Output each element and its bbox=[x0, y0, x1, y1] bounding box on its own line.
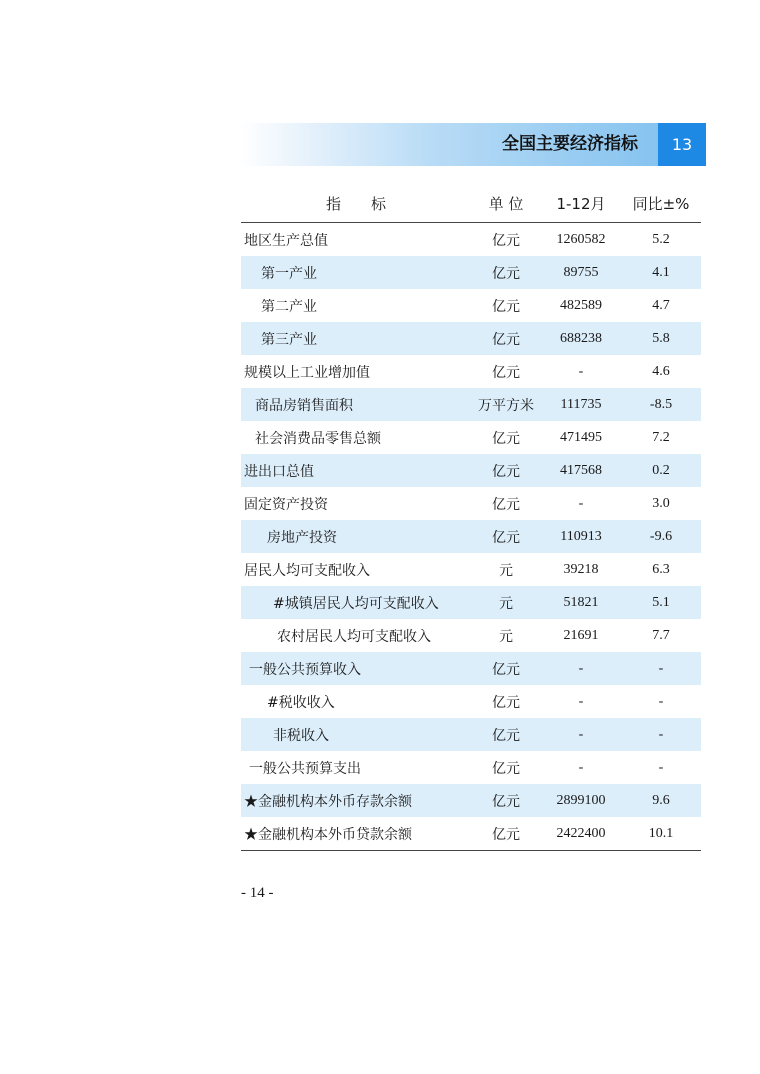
indicator-yoy: - bbox=[658, 693, 664, 709]
indicator-name: 一般公共预算收入 bbox=[241, 652, 471, 685]
indicator-yoy: 4.1 bbox=[621, 256, 701, 289]
indicator-name: 第二产业 bbox=[261, 298, 317, 315]
indicator-value: 688238 bbox=[541, 322, 621, 355]
indicator-value: 482589 bbox=[560, 297, 602, 313]
indicator-yoy: 7.7 bbox=[652, 627, 670, 643]
table-row bbox=[241, 421, 701, 454]
table-row bbox=[241, 520, 701, 553]
indicator-unit: 亿元 bbox=[471, 817, 541, 851]
table-row bbox=[241, 586, 701, 619]
table-row bbox=[241, 619, 701, 652]
indicator-value: 51821 bbox=[541, 586, 621, 619]
indicator-yoy: 5.8 bbox=[621, 322, 701, 355]
table-row bbox=[241, 223, 701, 257]
indicator-name: 第三产业 bbox=[241, 322, 471, 355]
indicator-yoy: 4.6 bbox=[652, 363, 670, 379]
table-row bbox=[241, 817, 701, 851]
indicator-name: 进出口总值 bbox=[241, 454, 471, 487]
page-number: - 14 - bbox=[241, 885, 274, 901]
section-title: 全国主要经济指标 bbox=[502, 134, 638, 154]
indicator-unit: 亿元 bbox=[492, 496, 520, 513]
indicator-unit: 元 bbox=[499, 562, 513, 579]
indicator-unit: 亿元 bbox=[492, 298, 520, 315]
indicator-unit: 亿元 bbox=[471, 718, 541, 751]
indicator-yoy: 6.3 bbox=[652, 561, 670, 577]
indicator-name: 一般公共预算支出 bbox=[249, 760, 361, 777]
indicator-unit: 亿元 bbox=[471, 652, 541, 685]
indicator-unit: 亿元 bbox=[492, 430, 520, 447]
table-row bbox=[241, 718, 701, 751]
section-banner bbox=[240, 123, 658, 166]
indicator-name: 第一产业 bbox=[241, 256, 471, 289]
indicator-value: 1260582 bbox=[556, 231, 606, 247]
indicator-yoy: 5.2 bbox=[652, 231, 670, 247]
indicator-unit: 亿元 bbox=[492, 694, 520, 711]
indicator-unit: 亿元 bbox=[492, 760, 520, 777]
table-row bbox=[241, 685, 701, 718]
indicator-yoy: 5.1 bbox=[621, 586, 701, 619]
indicator-unit: 元 bbox=[499, 628, 513, 645]
table-row bbox=[241, 652, 701, 685]
indicator-name: 商品房销售面积 bbox=[241, 388, 471, 421]
indicator-name: 固定资产投资 bbox=[244, 496, 328, 513]
indicator-value: 111735 bbox=[541, 388, 621, 421]
indicator-unit: 亿元 bbox=[471, 520, 541, 553]
indicator-unit: 万平方米 bbox=[471, 388, 541, 421]
indicator-name: 农村居民人均可支配收入 bbox=[277, 628, 431, 645]
indicator-value: 2422400 bbox=[541, 817, 621, 851]
column-header-period: 1-12月 bbox=[541, 184, 621, 223]
indicator-unit: 亿元 bbox=[471, 784, 541, 817]
indicator-value: 471495 bbox=[560, 429, 602, 445]
indicator-name: 规模以上工业增加值 bbox=[244, 364, 370, 381]
indicator-yoy: -9.6 bbox=[621, 520, 701, 553]
indicator-value: 417568 bbox=[541, 454, 621, 487]
indicator-yoy: - bbox=[658, 759, 664, 775]
table-row bbox=[241, 322, 701, 355]
table-header-row bbox=[241, 184, 701, 223]
indicator-value: - bbox=[578, 693, 584, 709]
table-row bbox=[241, 784, 701, 817]
indicator-unit: 亿元 bbox=[471, 454, 541, 487]
indicator-name: 社会消费品零售总额 bbox=[255, 430, 381, 447]
table-row bbox=[241, 454, 701, 487]
indicator-unit: 亿元 bbox=[471, 322, 541, 355]
indicator-name: ★金融机构本外币存款余额 bbox=[241, 784, 471, 817]
indicator-yoy: 3.0 bbox=[652, 495, 670, 511]
indicator-name: 地区生产总值 bbox=[244, 232, 328, 249]
indicator-value: 2899100 bbox=[541, 784, 621, 817]
indicator-name: #税收收入 bbox=[267, 694, 335, 711]
section-page-badge: 13 bbox=[658, 123, 706, 166]
indicator-value: - bbox=[541, 718, 621, 751]
indicator-value: 89755 bbox=[541, 256, 621, 289]
table-row bbox=[241, 388, 701, 421]
indicator-yoy: 10.1 bbox=[621, 817, 701, 851]
indicator-value: - bbox=[578, 759, 584, 775]
indicator-value: 110913 bbox=[541, 520, 621, 553]
table-row bbox=[241, 289, 701, 322]
indicator-name: 非税收入 bbox=[241, 718, 471, 751]
indicator-name: 房地产投资 bbox=[241, 520, 471, 553]
indicator-name: 居民人均可支配收入 bbox=[244, 562, 370, 579]
column-header-indicator: 指 标 bbox=[241, 184, 471, 223]
table-row bbox=[241, 553, 701, 586]
indicator-yoy: - bbox=[621, 718, 701, 751]
indicator-yoy: 9.6 bbox=[621, 784, 701, 817]
indicator-yoy: 0.2 bbox=[621, 454, 701, 487]
indicator-yoy: 7.2 bbox=[652, 429, 670, 445]
indicators-table bbox=[241, 184, 701, 851]
column-header-yoy: 同比±% bbox=[621, 184, 701, 223]
indicator-name: #城镇居民人均可支配收入 bbox=[241, 586, 471, 619]
indicator-value: 21691 bbox=[563, 627, 599, 643]
indicator-value: - bbox=[541, 652, 621, 685]
table-row bbox=[241, 751, 701, 784]
indicator-unit: 亿元 bbox=[492, 232, 520, 249]
table-row bbox=[241, 256, 701, 289]
indicator-name: ★金融机构本外币贷款余额 bbox=[241, 817, 471, 851]
indicator-unit: 亿元 bbox=[492, 364, 520, 381]
indicator-value: 39218 bbox=[563, 561, 599, 577]
table-row bbox=[241, 487, 701, 520]
indicator-yoy: 4.7 bbox=[652, 297, 670, 313]
indicator-value: - bbox=[578, 495, 584, 511]
column-header-unit: 单 位 bbox=[471, 184, 541, 223]
indicator-yoy: -8.5 bbox=[621, 388, 701, 421]
indicator-unit: 亿元 bbox=[471, 256, 541, 289]
table-row bbox=[241, 355, 701, 388]
indicator-value: - bbox=[578, 363, 584, 379]
indicator-unit: 元 bbox=[471, 586, 541, 619]
indicator-yoy: - bbox=[621, 652, 701, 685]
